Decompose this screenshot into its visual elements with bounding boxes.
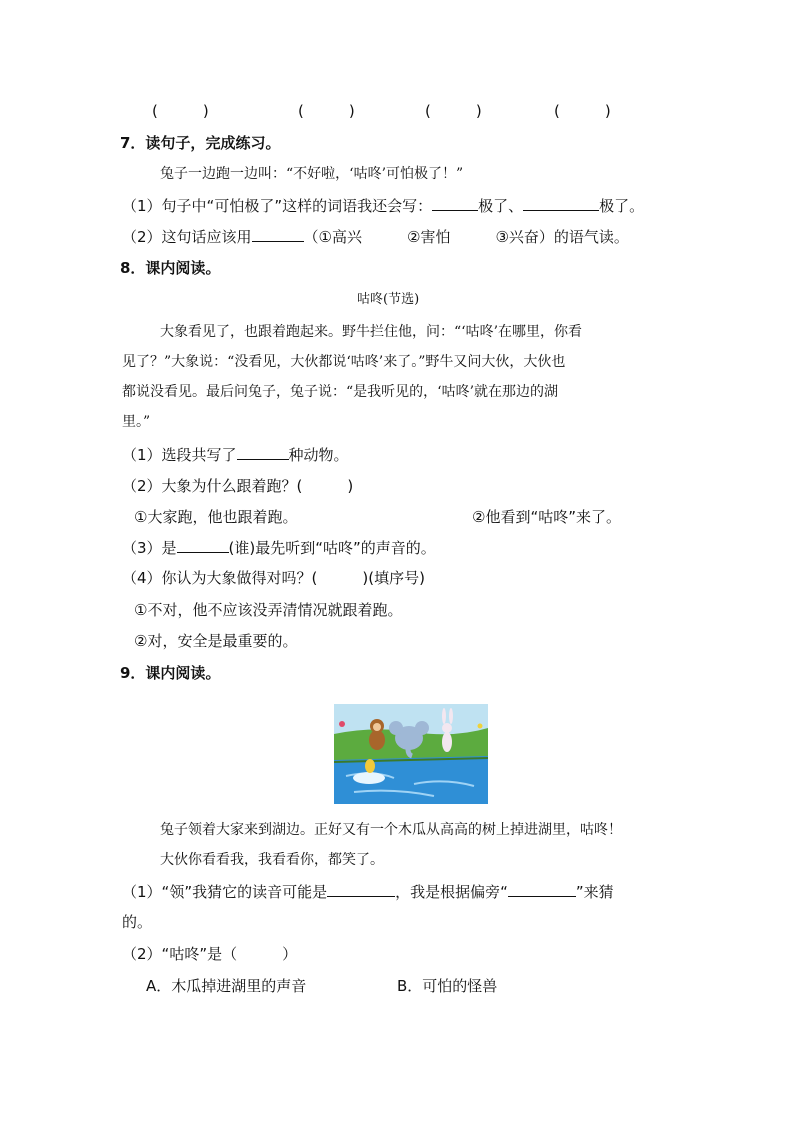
q7-item1 [122,196,644,216]
q9-item1-text-c: ”来猜 [575,883,614,901]
splash [353,772,385,784]
q9-item1-cont: 的。 [122,913,153,931]
q7-item1-text-a: （1）句子中“可怕极了”这样的词语我还会写： [122,197,433,215]
answer-paren-2: ( ) [298,102,355,120]
answer-blank[interactable] [237,445,289,460]
q7-item1-text-c: 极了。 [599,197,645,215]
answer-blank[interactable] [177,538,229,553]
answer-paren-3: ( ) [425,102,482,120]
q8-item2: （2）大象为什么跟着跑？( ) [122,477,354,495]
q8-item4-option-2: ②对，安全是最重要的。 [134,632,298,650]
q9-passage-line: 大伙你看看我，我看看你，都笑了。 [160,852,384,868]
q9-item2: （2）“咕咚”是（ ） [122,945,298,963]
flower-icon [478,724,483,729]
q9-passage-line: 兔子领着大家来到湖边。正好又有一个木瓜从高高的树上掉进湖里，咕咚！ [160,822,622,838]
q8-item4: （4）你认为大象做得对吗？( )(填序号) [122,569,425,587]
q9-item1-text-a: （1）“领”我猜它的读音可能是 [122,883,328,901]
q8-item2-option-2: ②他看到“咕咚”来了。 [472,508,621,526]
passage-line: 见了？”大象说：“没看见，大伙都说‘咕咚’来了。”野牛又问大伙，大伙也 [122,354,566,370]
q8-item3-text-a: （3）是 [122,539,177,557]
answer-blank[interactable] [508,882,576,897]
q9-option-b: B．可怕的怪兽 [397,977,498,995]
q7-heading: 7．读句子，完成练习。 [120,134,281,152]
q7-quote: 兔子一边跑一边叫：“不好啦，‘咕咚’可怕极了！” [160,166,464,182]
q8-item2-option-1: ①大家跑，他也跟着跑。 [134,508,298,526]
answer-blank[interactable] [523,196,599,211]
q8-item3-text-b: (谁)最先听到“咕咚”的声音的。 [228,539,436,557]
answer-paren-4: ( ) [554,102,611,120]
papaya-icon [365,759,375,773]
q8-item1 [122,445,349,465]
answer-paren-1: ( ) [152,102,209,120]
answer-blank[interactable] [327,882,395,897]
q8-item3 [122,538,436,558]
q7-item2 [122,227,629,247]
rabbit-icon [442,732,452,752]
q8-item1-text-a: （1）选段共写了 [122,446,237,464]
q9-option-a: A．木瓜掉进湖里的声音 [146,977,307,995]
q9-item1-text-b: ，我是根据偏旁“ [395,883,508,901]
q8-item4-option-1: ①不对，他不应该没弄清情况就跟着跑。 [134,601,403,619]
passage-title: 咕咚(节选) [357,292,420,307]
q9-heading: 9．课内阅读。 [120,664,221,682]
q8-heading: 8．课内阅读。 [120,259,221,277]
flower-icon [339,721,345,727]
monkey-elephant-rabbit-by-lake-illustration [334,704,488,804]
passage-line: 大象看见了，也跟着跑起来。野牛拦住他，问：“‘咕咚’在哪里，你看 [160,324,583,340]
answer-blank[interactable] [432,196,478,211]
q7-item1-text-b: 极了、 [478,197,524,215]
passage-line: 里。” [122,414,151,430]
q7-item2-text-b: （①高兴 ②害怕 ③兴奋）的语气读。 [303,228,629,246]
answer-blank[interactable] [252,227,304,242]
q9-item1 [122,882,614,902]
q7-item2-text-a: （2）这句话应该用 [122,228,252,246]
passage-line: 都说没看见。最后问兔子，兔子说：“是我听见的，‘咕咚’就在那边的湖 [122,384,559,400]
q8-item1-text-b: 种动物。 [288,446,349,464]
